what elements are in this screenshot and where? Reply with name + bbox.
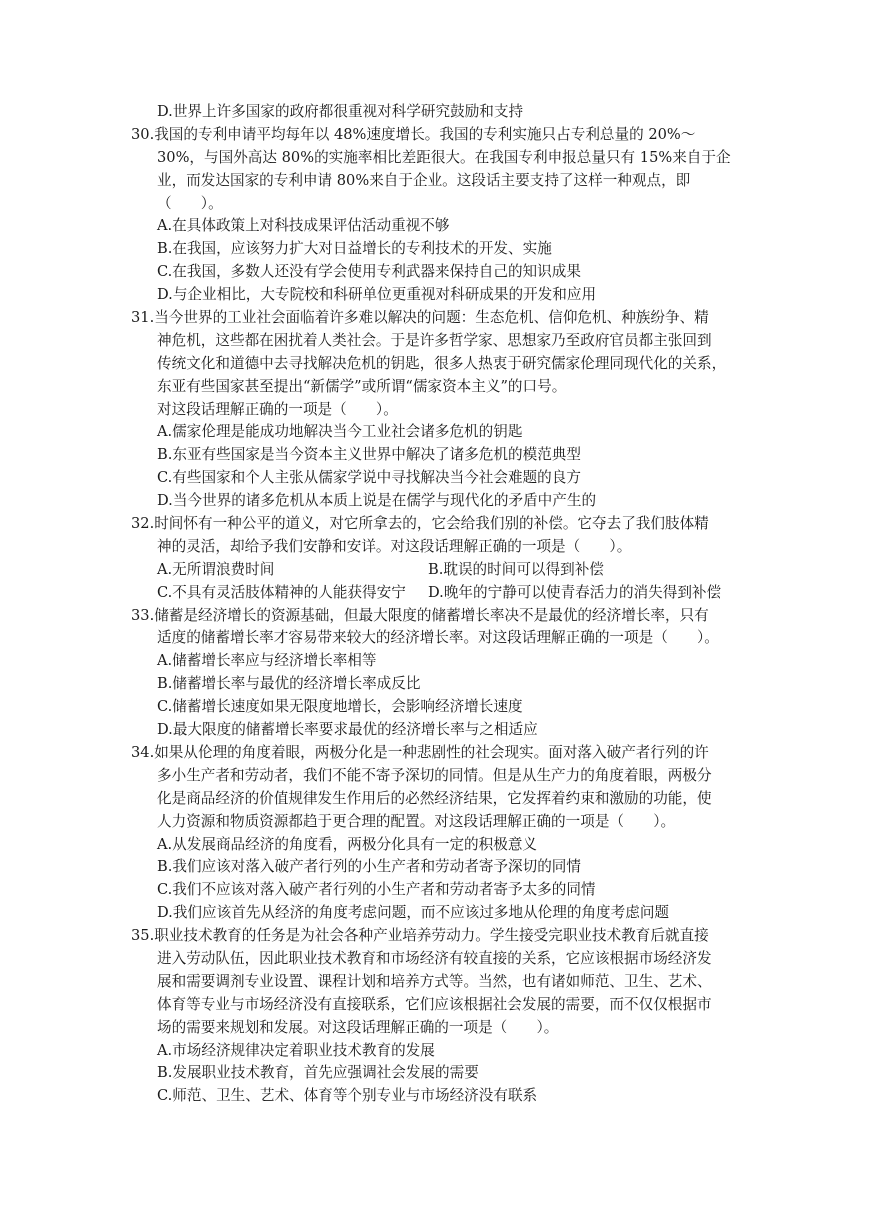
- option-row: [0, 879, 869, 902]
- question-continuation-line: 东亚有些国家甚至提出“新儒学”或所谓“儒家资本主义”的口号。: [157, 377, 567, 395]
- option-text: A.在具体政策上对科技成果评估活动重视不够: [157, 217, 450, 235]
- question-line: [0, 948, 869, 971]
- question-line: [0, 742, 869, 765]
- question-line: [0, 353, 869, 376]
- question-continuation-line: 对这段话理解正确的一项是（ ）。: [157, 400, 398, 418]
- question-line: [0, 147, 869, 170]
- question-stem-line: 35.职业技术教育的任务是为社会各种产业培养劳动力。学生接受完职业技术教育后就直接: [131, 927, 709, 945]
- question-continuation-line: 场的需要来规划和发展。对这段话理解正确的一项是（ ）。: [157, 1018, 559, 1036]
- option-row: [0, 490, 869, 513]
- question-continuation-line: 业，而发达国家的专利申请 80%来自于企业。这段话主要支持了这样一种观点，即: [157, 171, 691, 189]
- option-text: C.我们不应该对落入破产者行列的小生产者和劳动者寄予太多的同情: [157, 881, 596, 899]
- option-text: C.不具有灵活肢体精神的人能获得安宁: [157, 583, 406, 601]
- question-continuation-line: 30%，与国外高达 80%的实施率相比差距很大。在我国专利申报总量只有 15%来自于企: [157, 148, 731, 166]
- question-continuation-line: 多小生产者和劳动者，我们不能不寄予深切的同情。但是从生产力的角度着眼，两极分: [157, 766, 712, 784]
- option-row: [0, 467, 869, 490]
- option-text: A.市场经济规律决定着职业技术教育的发展: [157, 1041, 435, 1059]
- question-line: [0, 627, 869, 650]
- question-continuation-line: 人力资源和物质资源都趋于更合理的配置。对这段话理解正确的一项是（ ）。: [157, 812, 676, 830]
- option-row: [0, 101, 869, 124]
- option-text: D.当今世界的诸多危机从本质上说是在儒学与现代化的矛盾中产生的: [157, 492, 597, 510]
- question-line: [0, 765, 869, 788]
- option-text: B.我们应该对落入破产者行列的小生产者和劳动者寄予深切的同情: [157, 858, 581, 876]
- question-line: [0, 330, 869, 353]
- question-continuation-line: 传统文化和道德中去寻找解决危机的钥匙，很多人热衷于研究儒家伦理同现代化的关系，: [157, 354, 727, 372]
- question-stem-line: 32.时间怀有一种公平的道义，对它所拿去的，它会给我们别的补偿。它夺去了我们肢体精: [131, 515, 709, 533]
- question-continuation-line: 体育等专业与市场经济没有直接联系，它们应该根据社会发展的需要，而不仅仅根据市: [157, 995, 712, 1013]
- option-row: [0, 673, 869, 696]
- option-row: [0, 856, 869, 879]
- question-line: [0, 811, 869, 834]
- question-line: [0, 971, 869, 994]
- option-text: D.晚年的宁静可以使青春活力的消失得到补偿: [428, 583, 722, 601]
- option-row: [0, 902, 869, 925]
- option-text: D.最大限度的储蓄增长率要求最优的经济增长率与之相适应: [157, 721, 538, 739]
- option-text: D.与企业相比，大专院校和科研单位更重视对科研成果的开发和应用: [157, 286, 597, 304]
- option-text: C.师范、卫生、艺术、体育等个别专业与市场经济没有联系: [157, 1087, 538, 1105]
- question-line: [0, 376, 869, 399]
- question-stem-line: 30.我国的专利申请平均每年以 48%速度增长。我国的专利实施只占专利总量的 20%～: [131, 125, 696, 143]
- option-row: [0, 650, 869, 673]
- option-text: A.储蓄增长率应与经济增长率相等: [157, 652, 377, 670]
- question-stem-line: 33.储蓄是经济增长的资源基础，但最大限度的储蓄增长率决不是最优的经济增长率，只有: [131, 606, 709, 624]
- question-line: [0, 193, 869, 216]
- question-line: [0, 1017, 869, 1040]
- option-row: [0, 719, 869, 742]
- option-text: B.储蓄增长率与最优的经济增长率成反比: [157, 675, 421, 693]
- option-row: [0, 1040, 869, 1063]
- option-text: C.在我国，多数人还没有学会使用专利武器来保持自己的知识成果: [157, 263, 581, 281]
- question-continuation-line: 神危机，这些都在困扰着人类社会。于是许多哲学家、思想家乃至政府官员都主张回到: [157, 331, 712, 349]
- question-line: [0, 399, 869, 422]
- question-continuation-line: 展和需要调剂专业设置、课程计划和培养方式等。当然，也有诸如师范、卫生、艺术、: [157, 972, 712, 990]
- option-text: D.世界上许多国家的政府都很重视对科学研究鼓励和支持: [157, 103, 524, 120]
- option-text: B.在我国，应该努力扩大对日益增长的专利技术的开发、实施: [157, 240, 552, 258]
- question-stem-line: 34.如果从伦理的角度着眼，两极分化是一种悲剧性的社会现实。面对落入破产者行列的许: [131, 743, 709, 761]
- question-text-block: [0, 101, 869, 1108]
- question-line: [0, 788, 869, 811]
- question-line: [0, 536, 869, 559]
- option-row: [0, 1062, 869, 1085]
- option-pair-row: [0, 559, 869, 582]
- question-line: [0, 925, 869, 948]
- option-text: D.我们应该首先从经济的角度考虑问题，而不应该过多地从伦理的角度考虑问题: [157, 904, 670, 922]
- option-row: [0, 238, 869, 261]
- option-text: C.有些国家和个人主张从儒家学说中寻找解决当今社会难题的良方: [157, 469, 581, 487]
- question-line: [0, 170, 869, 193]
- option-pair-row: [0, 582, 869, 605]
- option-row: [0, 444, 869, 467]
- question-line: [0, 124, 869, 147]
- option-text: A.无所谓浪费时间: [157, 560, 275, 578]
- option-text: A.儒家伦理是能成功地解决当今工业社会诸多危机的钥匙: [157, 423, 523, 441]
- question-line: [0, 307, 869, 330]
- option-row: [0, 834, 869, 857]
- question-continuation-line: 进入劳动队伍，因此职业技术教育和市场经济有较直接的关系，它应该根据市场经济发: [157, 949, 712, 967]
- question-continuation-line: 神的灵活，却给予我们安静和安详。对这段话理解正确的一项是（ ）。: [157, 537, 632, 555]
- option-row: [0, 215, 869, 238]
- question-line: [0, 513, 869, 536]
- option-row: [0, 1085, 869, 1108]
- question-continuation-line: 化是商品经济的价值规律发生作用后的必然经济结果，它发挥着约束和激励的功能，使: [157, 789, 712, 807]
- option-text: B.耽误的时间可以得到补偿: [428, 560, 604, 578]
- option-text: A.从发展商品经济的角度看，两极分化具有一定的积极意义: [157, 835, 538, 853]
- option-row: [0, 421, 869, 444]
- option-text: B.发展职业技术教育，首先应强调社会发展的需要: [157, 1064, 479, 1082]
- question-continuation-line: 适度的储蓄增长率才容易带来较大的经济增长率。对这段话理解正确的一项是（ ）。: [157, 629, 719, 647]
- question-stem-line: 31.当今世界的工业社会面临着许多难以解决的问题：生态危机、信仰危机、种族纷争、精: [131, 309, 709, 327]
- question-line: [0, 994, 869, 1017]
- option-row: [0, 261, 869, 284]
- option-row: [0, 696, 869, 719]
- question-continuation-line: （ ）。: [157, 194, 223, 212]
- option-text: C.储蓄增长速度如果无限度地增长，会影响经济增长速度: [157, 698, 523, 716]
- option-text: B.东亚有些国家是当今资本主义世界中解决了诸多危机的模范典型: [157, 446, 581, 464]
- question-line: [0, 605, 869, 628]
- option-row: [0, 284, 869, 307]
